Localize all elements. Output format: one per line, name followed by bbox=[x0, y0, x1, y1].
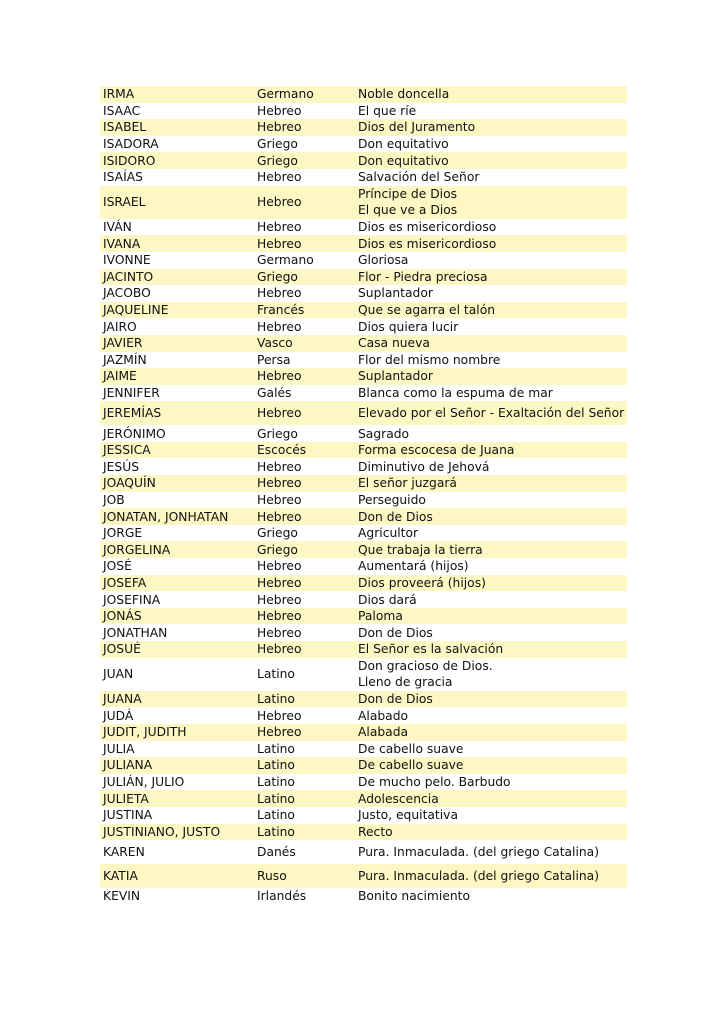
meaning-cell bbox=[355, 492, 627, 509]
table-row bbox=[100, 219, 627, 236]
table-row bbox=[100, 475, 627, 492]
table-row bbox=[100, 352, 627, 369]
table-row bbox=[100, 368, 627, 385]
meaning-line: Forma escocesa de Juana bbox=[358, 443, 515, 458]
meaning-line: Paloma bbox=[358, 609, 403, 624]
origin-cell: Latino bbox=[257, 741, 295, 756]
origin-cell: Griego bbox=[257, 426, 298, 441]
name-cell: JUSTINIANO, JUSTO bbox=[103, 824, 221, 839]
origin-cell: Hebreo bbox=[257, 195, 302, 210]
meaning-cell bbox=[355, 219, 627, 236]
table-row bbox=[100, 103, 627, 120]
name-cell: JOAQUÍN bbox=[103, 476, 156, 491]
meaning-cell bbox=[355, 152, 627, 169]
meaning-line: Que se agarra el talón bbox=[358, 303, 496, 318]
origin-cell: Latino bbox=[257, 824, 295, 839]
name-cell: KEVIN bbox=[103, 889, 141, 904]
name-cell: IVANA bbox=[103, 236, 141, 251]
table-row bbox=[100, 186, 627, 219]
name-cell: JOSEFA bbox=[103, 575, 147, 590]
table-row bbox=[100, 591, 627, 608]
table-row bbox=[100, 458, 627, 475]
origin-cell: Danés bbox=[257, 845, 296, 860]
meaning-cell bbox=[355, 575, 627, 592]
meaning-cell bbox=[355, 741, 627, 758]
origin-cell: Hebreo bbox=[257, 120, 302, 135]
table-row bbox=[100, 235, 627, 252]
meaning-cell bbox=[355, 840, 627, 864]
origin-cell: Latino bbox=[257, 775, 295, 790]
meaning-line: Don gracioso de Dios. bbox=[358, 659, 493, 674]
table-row bbox=[100, 864, 627, 888]
meaning-line: Dios dará bbox=[358, 592, 417, 607]
table-row bbox=[100, 508, 627, 525]
name-cell: ISAAC bbox=[103, 103, 141, 118]
table-row bbox=[100, 302, 627, 319]
name-cell: JAQUELINE bbox=[103, 303, 169, 318]
meaning-cell bbox=[355, 425, 627, 442]
meaning-line: Don equitativo bbox=[358, 153, 449, 168]
meaning-cell bbox=[355, 475, 627, 492]
meaning-cell bbox=[355, 508, 627, 525]
meaning-cell bbox=[355, 318, 627, 335]
name-cell: JERÓNIMO bbox=[103, 426, 166, 441]
origin-cell: Hebreo bbox=[257, 492, 302, 507]
origin-cell: Hebreo bbox=[257, 369, 302, 384]
meaning-line: Dios es misericordioso bbox=[358, 236, 497, 251]
meaning-cell bbox=[355, 285, 627, 302]
name-cell: JOSUÉ bbox=[103, 642, 141, 657]
meaning-line: Don de Dios bbox=[358, 692, 433, 707]
name-cell: JONÁS bbox=[103, 609, 142, 624]
name-cell: JESSICA bbox=[103, 443, 151, 458]
meaning-cell bbox=[355, 757, 627, 774]
table-row bbox=[100, 119, 627, 136]
name-cell: JUAN bbox=[103, 667, 134, 682]
meaning-line: Suplantador bbox=[358, 369, 433, 384]
meaning-line: Agricultor bbox=[358, 526, 419, 541]
meaning-line: Justo, equitativa bbox=[358, 808, 458, 823]
origin-cell: Hebreo bbox=[257, 476, 302, 491]
meaning-line: Dios quiera lucir bbox=[358, 319, 459, 334]
meaning-line: Noble doncella bbox=[358, 87, 450, 102]
meaning-cell bbox=[355, 641, 627, 658]
name-cell: JONATHAN bbox=[103, 625, 168, 640]
origin-cell: Hebreo bbox=[257, 559, 302, 574]
meaning-cell bbox=[355, 352, 627, 369]
meaning-cell bbox=[355, 269, 627, 286]
name-cell: JULIÁN, JULIO bbox=[103, 775, 185, 790]
table-row bbox=[100, 252, 627, 269]
origin-cell: Hebreo bbox=[257, 642, 302, 657]
meaning-line: Flor - Piedra preciosa bbox=[358, 269, 488, 284]
name-cell: JONATAN, JONHATAN bbox=[103, 509, 229, 524]
name-cell: JUANA bbox=[103, 692, 142, 707]
name-cell: IVÁN bbox=[103, 220, 132, 235]
name-cell: JUDIT, JUDITH bbox=[103, 725, 187, 740]
table-row bbox=[100, 840, 627, 864]
meaning-cell bbox=[355, 774, 627, 791]
meaning-line: Aumentará (hijos) bbox=[358, 559, 469, 574]
meaning-cell bbox=[355, 401, 627, 425]
table-row bbox=[100, 691, 627, 708]
table-row bbox=[100, 807, 627, 824]
table-row bbox=[100, 401, 627, 425]
meaning-cell bbox=[355, 608, 627, 625]
origin-cell: Ruso bbox=[257, 869, 287, 884]
origin-cell: Escocés bbox=[257, 443, 307, 458]
origin-cell: Germano bbox=[257, 87, 314, 102]
origin-cell: Griego bbox=[257, 269, 298, 284]
meaning-cell bbox=[355, 658, 627, 691]
meaning-line: De cabello suave bbox=[358, 741, 464, 756]
meaning-line: Lleno de gracia bbox=[358, 675, 453, 690]
table-row bbox=[100, 385, 627, 402]
origin-cell: Irlandés bbox=[257, 889, 307, 904]
origin-cell: Latino bbox=[257, 808, 295, 823]
table-row bbox=[100, 269, 627, 286]
name-cell: JENNIFER bbox=[103, 385, 160, 400]
meaning-line: Casa nueva bbox=[358, 336, 430, 351]
origin-cell: Griego bbox=[257, 153, 298, 168]
name-cell: JUSTINA bbox=[103, 808, 153, 823]
meaning-cell bbox=[355, 724, 627, 741]
origin-cell: Hebreo bbox=[257, 725, 302, 740]
meaning-line: Pura. Inmaculada. (del griego Catalina) bbox=[358, 869, 600, 884]
name-cell: ISADORA bbox=[103, 137, 159, 152]
table-row bbox=[100, 724, 627, 741]
meaning-cell bbox=[355, 624, 627, 641]
meaning-cell bbox=[355, 252, 627, 269]
table-row bbox=[100, 136, 627, 153]
meaning-line: Don equitativo bbox=[358, 137, 449, 152]
meaning-cell bbox=[355, 790, 627, 807]
origin-cell: Hebreo bbox=[257, 319, 302, 334]
meaning-line: Perseguido bbox=[358, 492, 426, 507]
table-row bbox=[100, 285, 627, 302]
name-cell: KATIA bbox=[103, 869, 138, 884]
meaning-line: Príncipe de Dios bbox=[358, 187, 458, 202]
name-cell: ISRAEL bbox=[103, 195, 146, 210]
origin-cell: Hebreo bbox=[257, 286, 302, 301]
name-cell: JULIETA bbox=[103, 791, 149, 806]
name-cell: JULIA bbox=[103, 741, 135, 756]
table-row bbox=[100, 888, 627, 905]
table-row bbox=[100, 658, 627, 691]
origin-cell: Latino bbox=[257, 667, 295, 682]
origin-cell: Galés bbox=[257, 385, 292, 400]
origin-cell: Latino bbox=[257, 791, 295, 806]
meaning-line: Sagrado bbox=[358, 426, 410, 441]
meaning-cell bbox=[355, 691, 627, 708]
meaning-line: Diminutivo de Jehová bbox=[358, 459, 490, 474]
table-row bbox=[100, 741, 627, 758]
meaning-cell bbox=[355, 186, 627, 219]
meaning-cell bbox=[355, 591, 627, 608]
table-row bbox=[100, 757, 627, 774]
meaning-cell bbox=[355, 302, 627, 319]
meaning-cell bbox=[355, 864, 627, 888]
name-cell: JEREMÍAS bbox=[103, 406, 162, 421]
origin-cell: Griego bbox=[257, 526, 298, 541]
table-row bbox=[100, 86, 627, 103]
origin-cell: Griego bbox=[257, 542, 298, 557]
table-row bbox=[100, 824, 627, 841]
meaning-cell bbox=[355, 807, 627, 824]
origin-cell: Hebreo bbox=[257, 103, 302, 118]
meaning-line: El que ríe bbox=[358, 103, 417, 118]
meaning-line: Flor del mismo nombre bbox=[358, 352, 501, 367]
meaning-line: El que ve a Dios bbox=[358, 203, 458, 218]
name-cell: JOB bbox=[103, 492, 125, 507]
meaning-cell bbox=[355, 385, 627, 402]
name-cell: ISAÍAS bbox=[103, 170, 143, 185]
meaning-line: Gloriosa bbox=[358, 253, 409, 268]
name-cell: JESÚS bbox=[103, 459, 140, 474]
name-cell: JORGE bbox=[103, 526, 143, 541]
meaning-line: Que trabaja la tierra bbox=[358, 542, 483, 557]
origin-cell: Hebreo bbox=[257, 406, 302, 421]
meaning-cell bbox=[355, 335, 627, 352]
origin-cell: Germano bbox=[257, 253, 314, 268]
name-cell: IRMA bbox=[103, 87, 135, 102]
meaning-cell bbox=[355, 119, 627, 136]
table-row bbox=[100, 425, 627, 442]
meaning-line: Dios proveerá (hijos) bbox=[358, 575, 486, 590]
origin-cell: Hebreo bbox=[257, 509, 302, 524]
table-row bbox=[100, 541, 627, 558]
meaning-cell bbox=[355, 824, 627, 841]
meaning-line: Adolescencia bbox=[358, 791, 439, 806]
meaning-cell bbox=[355, 235, 627, 252]
meaning-line: Elevado por el Señor - Exaltación del Señor bbox=[358, 406, 625, 421]
meaning-cell bbox=[355, 368, 627, 385]
origin-cell: Hebreo bbox=[257, 708, 302, 723]
origin-cell: Hebreo bbox=[257, 609, 302, 624]
meaning-line: Blanca como la espuma de mar bbox=[358, 385, 553, 400]
meaning-line: De cabello suave bbox=[358, 758, 464, 773]
name-cell: ISIDORO bbox=[103, 153, 156, 168]
meaning-cell bbox=[355, 458, 627, 475]
meaning-line: Salvación del Señor bbox=[358, 170, 480, 185]
meaning-cell bbox=[355, 558, 627, 575]
meaning-cell bbox=[355, 707, 627, 724]
meaning-line: El Señor es la salvación bbox=[358, 642, 504, 657]
table-row bbox=[100, 641, 627, 658]
meaning-line: De mucho pelo. Barbudo bbox=[358, 775, 511, 790]
name-cell: JACINTO bbox=[103, 269, 154, 284]
meaning-cell bbox=[355, 888, 627, 905]
table-row bbox=[100, 169, 627, 186]
name-cell: IVONNE bbox=[103, 253, 151, 268]
meaning-cell bbox=[355, 86, 627, 103]
origin-cell: Latino bbox=[257, 692, 295, 707]
meaning-line: Recto bbox=[358, 824, 393, 839]
table-row bbox=[100, 707, 627, 724]
meaning-cell bbox=[355, 442, 627, 459]
meaning-cell bbox=[355, 525, 627, 542]
origin-cell: Hebreo bbox=[257, 592, 302, 607]
name-cell: JAZMÍN bbox=[103, 352, 147, 367]
table-row bbox=[100, 525, 627, 542]
name-cell: JUDÁ bbox=[103, 708, 134, 723]
meaning-cell bbox=[355, 103, 627, 120]
table-row bbox=[100, 442, 627, 459]
table-row bbox=[100, 790, 627, 807]
names-table-body bbox=[100, 86, 627, 905]
meaning-line: El señor juzgará bbox=[358, 476, 457, 491]
table-row bbox=[100, 608, 627, 625]
meaning-line: Alabada bbox=[358, 725, 409, 740]
name-cell: JOSEFINA bbox=[103, 592, 161, 607]
meaning-line: Bonito nacimiento bbox=[358, 889, 471, 904]
meaning-cell bbox=[355, 541, 627, 558]
name-cell: JOSÉ bbox=[103, 559, 132, 574]
name-cell: JAIRO bbox=[103, 319, 137, 334]
names-table bbox=[100, 86, 627, 905]
origin-cell: Hebreo bbox=[257, 625, 302, 640]
name-cell: JAVIER bbox=[103, 336, 143, 351]
meaning-line: Suplantador bbox=[358, 286, 433, 301]
table-row bbox=[100, 558, 627, 575]
meaning-cell bbox=[355, 169, 627, 186]
name-cell: JAIME bbox=[103, 369, 137, 384]
name-cell: JACOBO bbox=[103, 286, 151, 301]
table-row bbox=[100, 575, 627, 592]
origin-cell: Hebreo bbox=[257, 575, 302, 590]
meaning-line: Don de Dios bbox=[358, 625, 433, 640]
name-cell: KAREN bbox=[103, 845, 145, 860]
table-row bbox=[100, 624, 627, 641]
origin-cell: Hebreo bbox=[257, 170, 302, 185]
table-row bbox=[100, 152, 627, 169]
origin-cell: Hebreo bbox=[257, 220, 302, 235]
meaning-line: Dios del Juramento bbox=[358, 120, 476, 135]
origin-cell: Hebreo bbox=[257, 236, 302, 251]
meaning-cell bbox=[355, 136, 627, 153]
table-row bbox=[100, 774, 627, 791]
meaning-line: Dios es misericordioso bbox=[358, 220, 497, 235]
meaning-line: Alabado bbox=[358, 708, 409, 723]
table-row bbox=[100, 335, 627, 352]
origin-cell: Vasco bbox=[257, 336, 293, 351]
meaning-line: Don de Dios bbox=[358, 509, 433, 524]
origin-cell: Griego bbox=[257, 137, 298, 152]
origin-cell: Francés bbox=[257, 303, 305, 318]
name-cell: JULIANA bbox=[103, 758, 153, 773]
table-row bbox=[100, 492, 627, 509]
origin-cell: Persa bbox=[257, 352, 291, 367]
table-row bbox=[100, 318, 627, 335]
origin-cell: Latino bbox=[257, 758, 295, 773]
name-cell: ISABEL bbox=[103, 120, 147, 135]
name-cell: JORGELINA bbox=[103, 542, 171, 557]
meaning-line: Pura. Inmaculada. (del griego Catalina) bbox=[358, 845, 600, 860]
origin-cell: Hebreo bbox=[257, 459, 302, 474]
